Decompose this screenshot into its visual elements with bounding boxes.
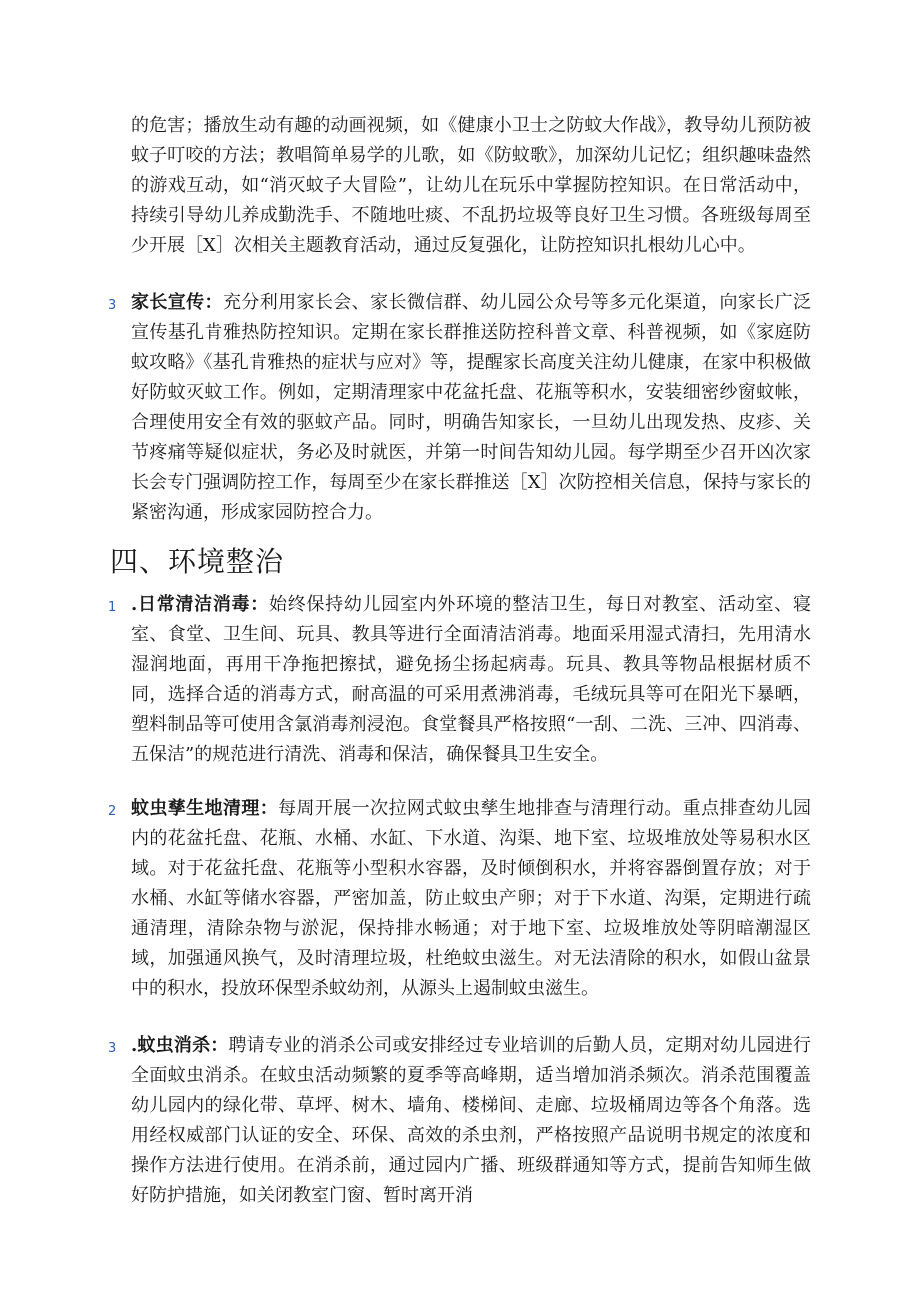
section3-continuation-paragraph	[131, 111, 811, 261]
item-title: .日常清洁消毒：	[131, 594, 269, 615]
item-title: 家长宣传：	[131, 292, 223, 313]
item-body: 每周开展一次拉网式蚊虫孳生地排查与清理行动。重点排查幼儿园内的花盆托盘、花瓶、水桶、水缸、下水道、沟渠、地下室、垃圾堆放处等易积水区域。对于花盆托盘、花瓶等小型积水容器，及时倾倒积水，并将容器倒置存放；对于水桶、水缸等储水容器，严密加盖，防止蚊虫产卵；对于下水道、沟渠，定期进行疏通清理，清除杂物与淤泥，保持排水畅通；对于地下室、垃圾堆放处等阴暗潮湿区域，加强通风换气，及时清理垃圾，杜绝蚊虫滋生。对无法清除的积水，如假山盆景中的积水，投放环保型杀蚊幼剂，从源头上遏制蚊虫滋生。	[131, 798, 812, 999]
list-number-3: 3	[108, 298, 117, 313]
list-number-1: 1	[108, 600, 117, 615]
item-body: 始终保持幼儿园室内外环境的整洁卫生，每日对教室、活动室、寝室、食堂、卫生间、玩具、教具等进行全面清洁消毒。地面采用湿式清扫，先用清水湿润地面，再用干净拖把擦拭，避免扬尘扬起病毒。玩具、教具等物品根据材质不同，选择合适的消毒方式，耐高温的可采用煮沸消毒，毛绒玩具等可在阳光下暴晒，塑料制品等可使用含氯消毒剂浸泡。食堂餐具严格按照“一刮、二洗、三冲、四消毒、五保洁”的规范进行清洗、消毒和保洁，确保餐具卫生安全。	[131, 594, 811, 765]
item-title: 蚊虫孳生地清理：	[131, 798, 279, 819]
continuation-text: 的危害；播放生动有趣的动画视频，如《健康小卫士之防蚊大作战》，教导幼儿预防被蚊子叮咬的方法；教唱简单易学的儿歌，如《防蚊歌》，加深幼儿记忆；组织趣味盎然的游戏互动，如“消灭蚊子大冒险”，让幼儿在玩乐中掌握防控知识。在日常活动中，持续引导幼儿养成勤洗手、不随地吐痰、不乱扔垃圾等良好卫生习惯。各班级每周至少开展［X］次相关主题教育活动，通过反复强化，让防控知识扎根幼儿心中。	[131, 115, 811, 256]
list-number-3b: 3	[108, 1041, 117, 1056]
parent-publicity-paragraph	[131, 288, 811, 528]
list-number-2: 2	[108, 804, 117, 819]
breeding-site-cleanup-paragraph	[131, 794, 811, 1004]
section-heading: 四、环境整治	[110, 545, 285, 578]
item-title: .蚊虫消杀：	[131, 1035, 229, 1056]
item-body: 充分利用家长会、家长微信群、幼儿园公众号等多元化渠道，向家长广泛宣传基孔肯雅热防控知识。定期在家长群推送防控科普文章、科普视频，如《家庭防蚊攻略》《基孔肯雅热的症状与应对》等，提醒家长高度关注幼儿健康，在家中积极做好防蚊灭蚊工作。例如，定期清理家中花盆托盘、花瓶等积水，安装细密纱窗蚊帐，合理使用安全有效的驱蚊产品。同时，明确告知家长，一旦幼儿出现发热、皮疹、关节疼痛等疑似症状，务必及时就医，并第一时间告知幼儿园。每学期至少召开凶次家长会专门强调防控工作，每周至少在家长群推送［X］次防控相关信息，保持与家长的紧密沟通，形成家园防控合力。	[131, 292, 812, 523]
mosquito-control-paragraph	[131, 1031, 811, 1211]
daily-cleaning-paragraph	[131, 590, 811, 770]
item-body: 聘请专业的消杀公司或安排经过专业培训的后勤人员，定期对幼儿园进行全面蚊虫消杀。在蚊虫活动频繁的夏季等高峰期，适当增加消杀频次。消杀范围覆盖幼儿园内的绿化带、草坪、树木、墙角、楼梯间、走廊、垃圾桶周边等各个角落。选用经权威部门认证的安全、环保、高效的杀虫剂，严格按照产品说明书规定的浓度和操作方法进行使用。在消杀前，通过园内广播、班级群通知等方式，提前告知师生做好防护措施，如关闭教室门窗、暂时离开消	[131, 1035, 811, 1206]
